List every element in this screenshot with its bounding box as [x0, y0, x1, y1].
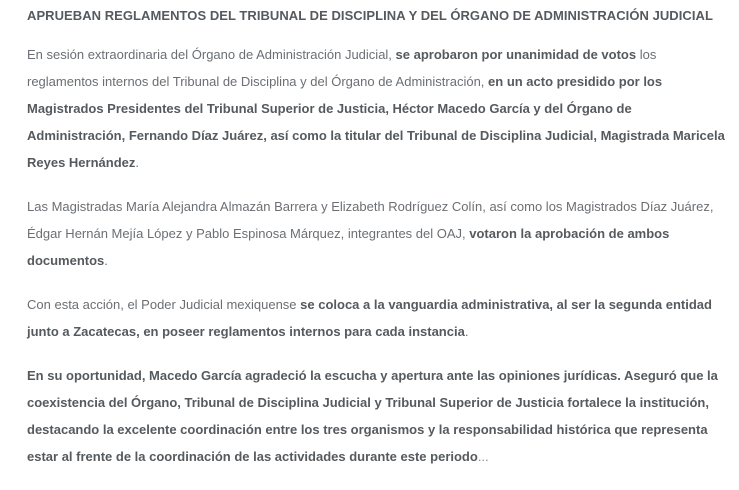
- paragraph-2: [27, 193, 725, 274]
- paragraph-3-bold-1: se coloca a la vanguardia administrativa, al ser la segunda entidad junto a Zacatecas, en poseer reglamentos internos para cada instancia: [27, 297, 712, 339]
- paragraph-3-text-1: Con esta acción, el Poder Judicial mexiquense: [27, 297, 301, 312]
- paragraph-1-text-3: .: [135, 155, 140, 170]
- paragraph-4-bold-1: En su oportunidad, Macedo García agradeció la escucha y apertura ante las opiniones jurídicas. Aseguró que la coexistencia del Órgano, Tribunal de Disciplina Judicial y Tribunal Superior de Justicia fortalece la institución, destacando la excelente coordinación entre los tres organismos y la responsabilidad histórica que representa estar al frente de la coordinación de las actividades durante este periodo: [27, 368, 718, 464]
- paragraph-2-bold-1: votaron la aprobación de ambos documentos: [27, 226, 670, 268]
- paragraph-3-text-2: .: [464, 324, 469, 339]
- paragraph-1-bold-1: se aprobaron por unanimidad de votos: [395, 47, 637, 62]
- paragraph-2-text-1: Las Magistradas María Alejandra Almazán Barrera y Elizabeth Rodríguez Colín, así como los Magistrados Díaz Juárez, Édgar Hernán Mejía López y Pablo Espinosa Márquez, integrantes del OAJ,: [27, 199, 714, 241]
- paragraph-1-text-1: En sesión extraordinaria del Órgano de Administración Judicial,: [27, 47, 396, 62]
- paragraph-3: [27, 291, 725, 345]
- read-more-ellipsis[interactable]: ...: [477, 449, 489, 464]
- paragraph-1-text-2: los reglamentos internos del Tribunal de Disciplina y del Órgano de Administración,: [27, 47, 657, 89]
- paragraph-4: [27, 362, 725, 470]
- paragraph-1: [27, 41, 725, 176]
- paragraph-1-bold-2: en un acto presidido por los Magistrados Presidentes del Tribunal Superior de Justicia, Héctor Macedo García y del Órgano de Administración, Fernando Díaz Juárez, así como la titular del Tribunal de Disciplina Judicial, Magistrada Maricela Reyes Hernández: [27, 74, 725, 170]
- article-headline: APRUEBAN REGLAMENTOS DEL TRIBUNAL DE DISCIPLINA Y DEL ÓRGANO DE ADMINISTRACIÓN JUDICIAL: [27, 8, 713, 23]
- paragraph-2-text-2: .: [104, 253, 108, 268]
